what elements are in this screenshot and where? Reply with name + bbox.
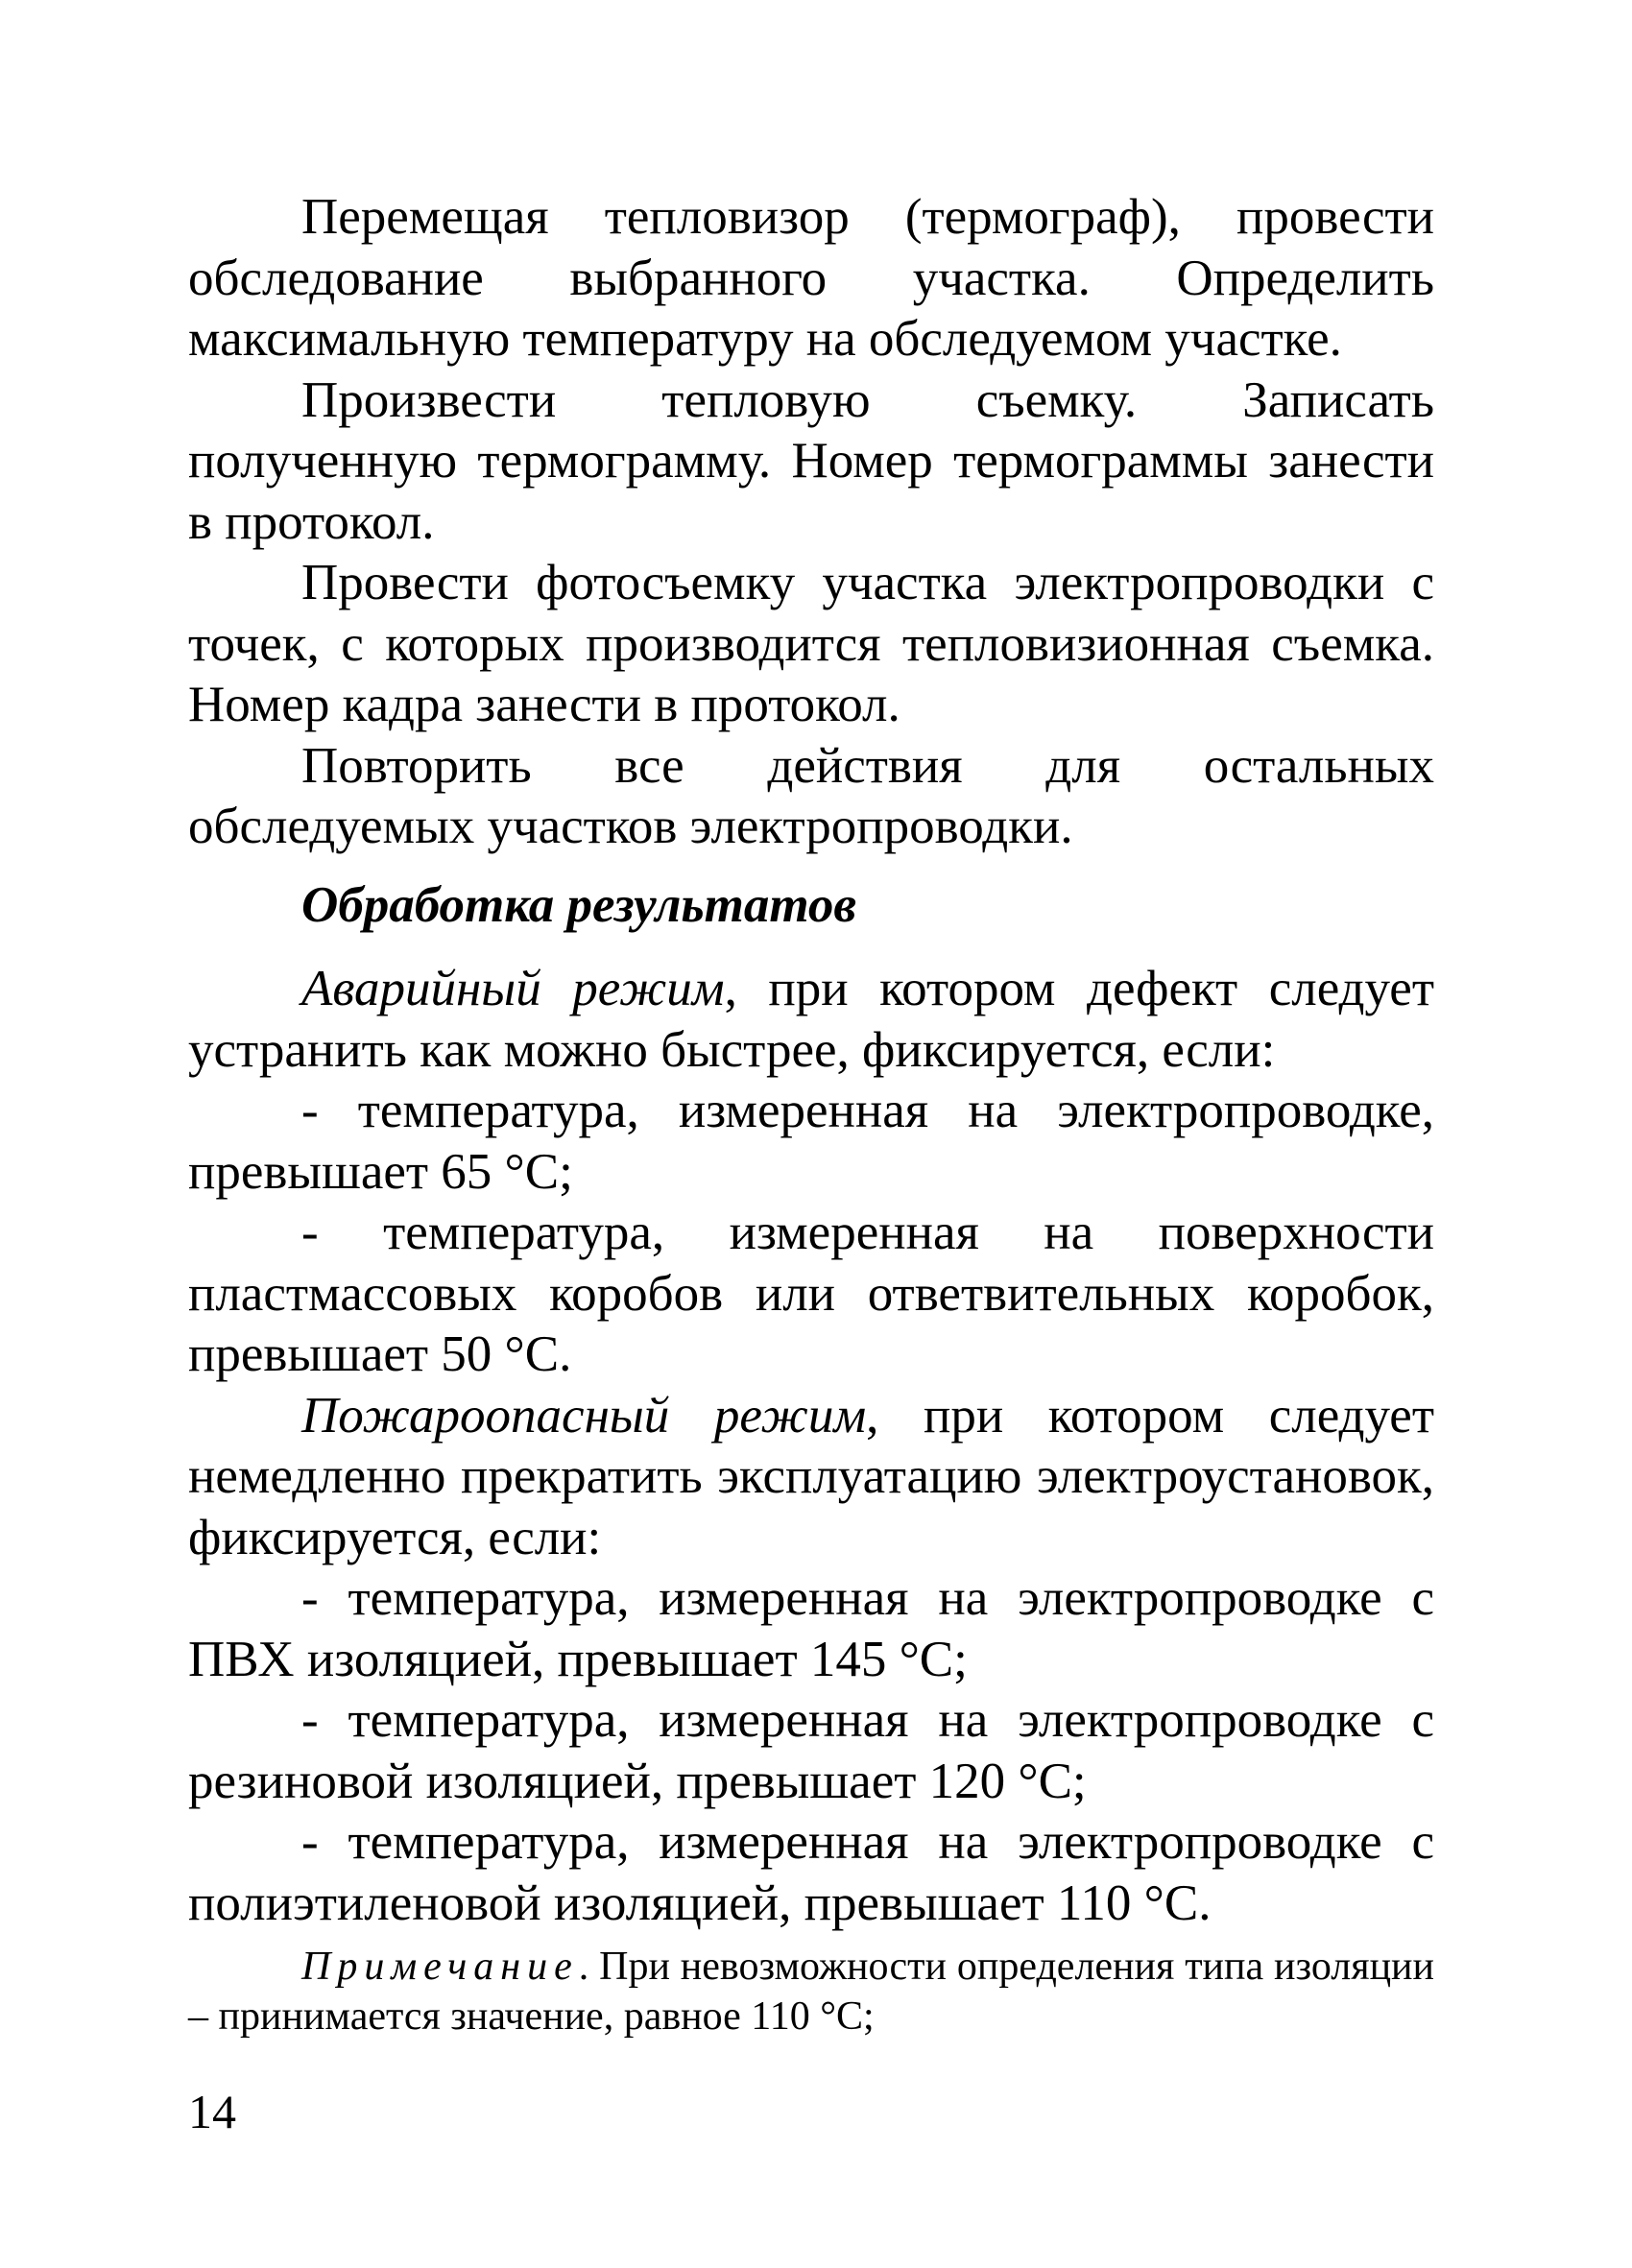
note-label: Примечание [301,1945,579,1989]
emergency-mode-description: , при котором дефект следует устранить как можно быстрее, фиксируется, если: [188,961,1434,1078]
emergency-mode-term: Аварийный режим [301,961,725,1016]
note-text: . При невозможности определения типа изоляции – принимается значение, равное 110 °С; [188,1945,1434,2039]
list-item: - температура, измеренная на электропроводке с резиновой изоляцией, превышает 120 °С; [188,1692,1434,1809]
page-content [188,187,1434,2041]
paragraph-fire-hazard-mode [188,1386,1434,1569]
list-item: - температура, измеренная на поверхности пластмассовых коробов или ответвительных коробок, превышает 50 °С. [188,1205,1434,1382]
note [188,1942,1434,2041]
fire-hazard-mode-term: Пожароопасный режим [301,1387,867,1444]
section-heading: Обработка результатов [301,876,857,933]
paragraph-photo-shooting: Провести фотосъемку участка электропроводки с точек, с которых производится тепловизионная съемка. Номер кадра занести в протокол. [188,555,1434,732]
list-item: - температура, измеренная на электропроводке с полиэтиленовой изоляцией, превышает 110 °С. [188,1814,1434,1931]
paragraph-emergency-mode [188,959,1434,1081]
paragraph-thermal-survey: Перемещая тепловизор (термограф), провести обследование выбранного участка. Определить максимальную температуру на обследуемом участке. [188,189,1434,367]
list-item: - температура, измеренная на электропроводке с ПВХ изоляцией, превышает 145 °С; [188,1570,1434,1687]
page-number: 14 [188,2085,236,2138]
paragraph-thermal-shooting: Произвести тепловую съемку. Записать полученную термограмму. Номер термограммы занести в протокол. [188,371,1434,550]
list-item: - температура, измеренная на электропроводке, превышает 65 °С; [188,1083,1434,1200]
fire-hazard-mode-description: , при котором следует немедленно прекратить эксплуатацию электроустановок, фиксируется, если: [188,1387,1434,1565]
paragraph-repeat-actions: Повторить все действия для остальных обследуемых участков электропроводки. [188,737,1434,854]
